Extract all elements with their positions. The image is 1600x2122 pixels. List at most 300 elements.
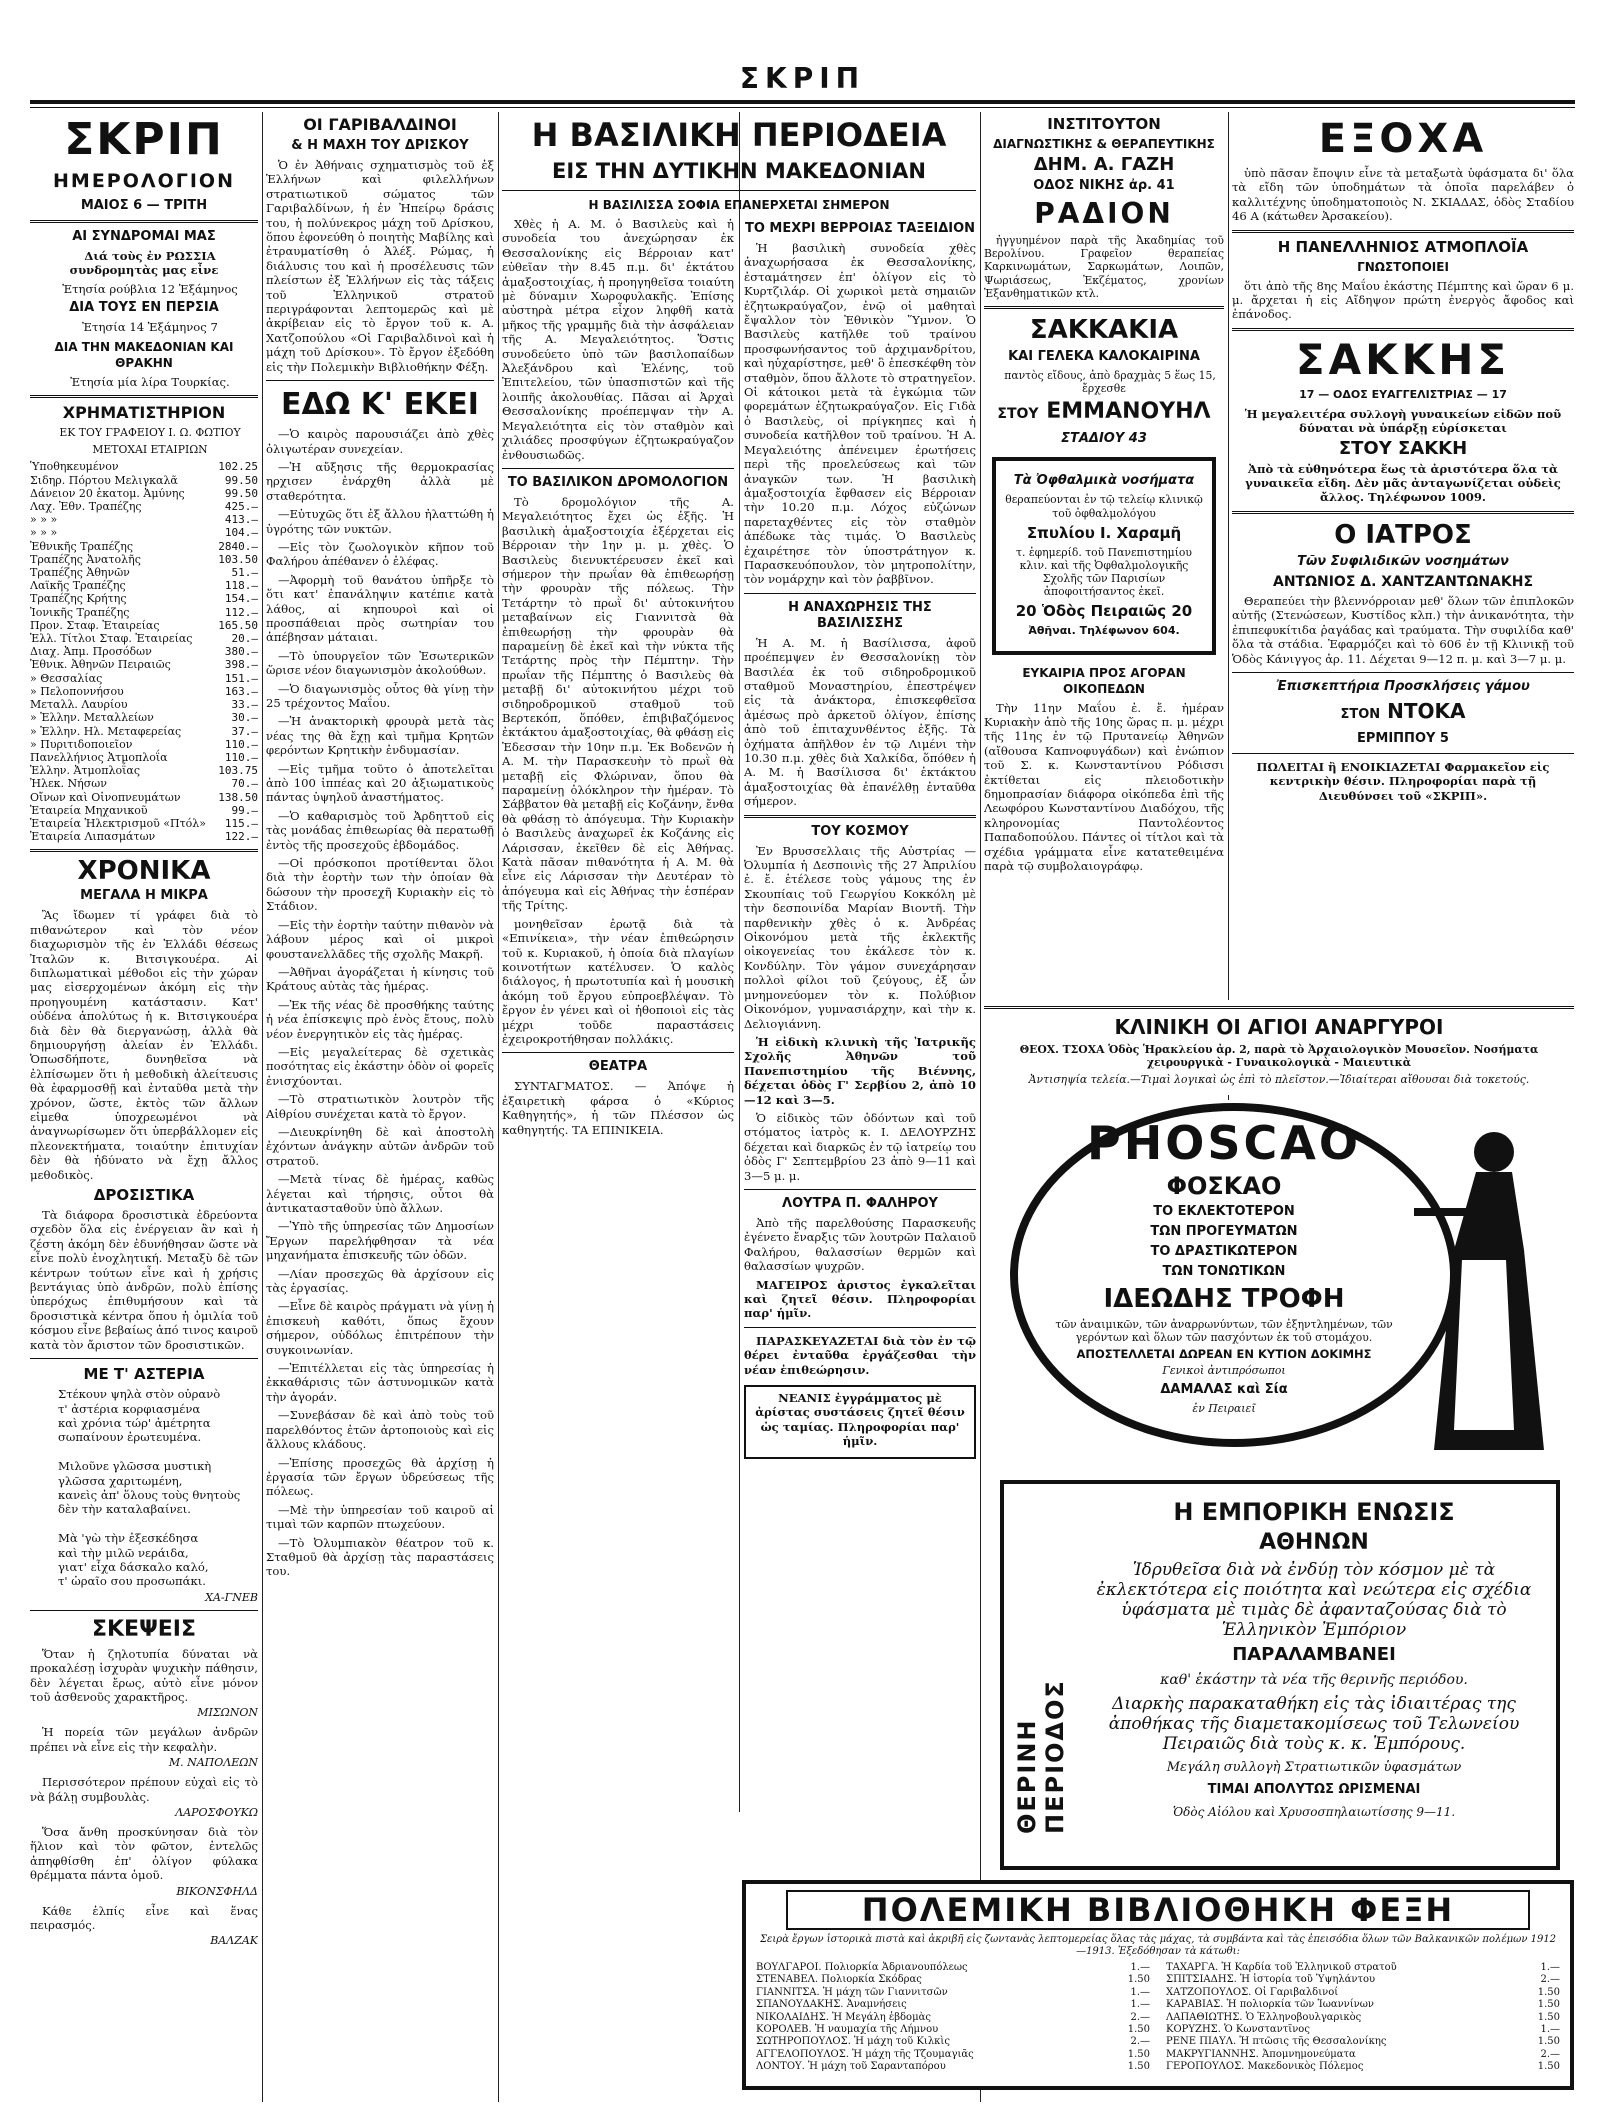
itinerary-heading: ΤΟ ΒΑΣΙΛΙΚΟΝ ΔΡΟΜΟΛΟΓΙΟΝ xyxy=(507,474,729,490)
divider xyxy=(744,1189,976,1190)
stock-value: 163.— xyxy=(224,684,258,698)
stock-name: » Θεσσαλίας xyxy=(30,671,103,685)
news-item: —Εἰς τὸν ζωολογικὸν κῆπον τοῦ Φαλήρου ἀπέθανεν ὁ ἐλέφας. xyxy=(266,539,494,569)
stock-value: 425.— xyxy=(224,500,258,514)
thought-text: Ὅσα ἄνθη προσκύνησαν διὰ τὸν ἥλιον καὶ τὸν φῶτον, ἐντελῶς ἀπηφθίσθη ἐπ' ὀλίγον φύλακα θρέμματα πάντα ὁμοῦ. xyxy=(30,1825,258,1883)
phoscao-city: ἐν Πειραιεῖ xyxy=(1192,1401,1256,1415)
garibaldi-heading: ΟΙ ΓΑΡΙΒΑΛΔΙΝΟΙ xyxy=(303,115,457,134)
book-price: 2.— xyxy=(1130,2036,1150,2048)
stock-name: Ὑποθηκευμένον xyxy=(30,460,119,474)
ntoka-line xyxy=(1232,699,1574,727)
ntoka-name: ΝΤΟΚΑ xyxy=(1387,698,1466,723)
emmanouil-prefix: ΣΤΟΥ xyxy=(997,406,1039,423)
divider xyxy=(30,220,258,223)
thoughts-list xyxy=(30,1647,258,1948)
stock-name: Σιδηρ. Πόρτου Μελιγκαλᾶ xyxy=(30,473,178,487)
ophthalmology-ad xyxy=(992,457,1216,654)
stock-value: 380.— xyxy=(224,645,258,659)
phoscao-line: ΤΟ ΕΚΛΕΚΤΟΤΕΡΟΝ xyxy=(1153,1204,1295,1219)
poem xyxy=(30,1387,258,1589)
calendar-date: ΜΑΙΟΣ 6 — ΤΡΙΤΗ xyxy=(80,198,208,213)
doctor-heading: Ο ΙΑΤΡΟΣ xyxy=(1334,519,1472,550)
thought-author: ΒΙΚΟΝΣΦΗΛΔ xyxy=(176,1884,258,1898)
cook-notice: ΜΑΓΕΙΡΟΣ ἀριστος ἐγκαλεῖται καὶ ζητεῖ θέσιν. Πληροφορίαι παρ' ἡμῖν. xyxy=(744,1277,976,1321)
theatre-intro-text: μονηθεῖσαν ἐρωτᾷ διὰ τὰ «Επινίκεια», τὴν νέαν ἐπιθεώρησιν τοῦ κ. Κυριακοῦ, ἡ ὁποία διὰ πλαγίων κοινοτήτων κατέλυσεν. Ὁ καλὸς διάλογος, ἡ πρωτοτυπία καὶ ἡ μουσικὴ ἀκόμη τοῦ ἔργου εὐπροεβλέψαν. Τὸ ἔργον ἐν γένει καὶ οἱ ἠθοποιοὶ εἰς τὰς μέχρι τοῦδε παραστάσεις ἐχειροκροτήθησαν πολλάκις. xyxy=(502,916,734,1046)
stock-name: » » » xyxy=(30,513,58,527)
stock-table xyxy=(30,460,258,843)
poem-line: Μιλοῦνε γλῶσσα μυστικὴ xyxy=(58,1459,212,1474)
book-row xyxy=(1166,1962,1560,1974)
divider xyxy=(744,815,976,818)
stock-value: 99.50 xyxy=(224,473,258,487)
book-row xyxy=(1166,2036,1560,2048)
poem-line: γιατ' εἶχα δάσκαλο καλό, xyxy=(58,1559,209,1574)
stock-row xyxy=(30,474,258,487)
poem-line: σωπαίνουν ἐρωτευμένα. xyxy=(58,1430,202,1445)
radium-text: ἠγγυημένον παρὰ τῆς Ἀκαδημίας τοῦ Βερολίνου. Γραφεῖον θεραπείας Καρκινωμάτων, Σαρκωμάτων, Λοιπῶν, Ψωριάσεως, Ἐκζέματος, χρονίων Ἐξανθηματικῶν κτλ. xyxy=(984,234,1224,300)
society-text: Ἐν Βρυσσελλαις τῆς Αὐστρίας — Ὀλυμπία ἡ Δεσποινὶς τῆς 27 Ἀπριλίου ἐ. ἔ. ἐτέλεσε τοὺς γάμους της ἐν Σκουπίαις τοῦ Γεωργίου Κοκκόλη μὲ τὴν δεσποινίδα Μαρίαν Βιοντῆ. Τὴν παρθενικὴν χθὲς ὁ κ. Ἀνδρέας Οἰκονόμου μετὰ τῆς ἐκλεκτῆς οἰκογενείας του ἐκάλεσε τὸν κ. Κονδύλην. Τὸν γάμον συνεχάρησαν πολλοὶ φίλοι τοῦ ζεύγους, ἐξ ὧν μνημονεύομεν τὸν κ. Πολύβιον Οἰκονόμον, γυμνασιάρχην, καὶ τὴν κ. Δελιογιάννη. xyxy=(744,843,976,1031)
poem-line: καὶ τὴν μιλῶ νεράιδα, xyxy=(58,1545,189,1560)
book-title: ΓΙΑΝΝΙΤΣΑ. Ἡ μάχη τῶν Γιαννιτσῶν xyxy=(756,1986,948,1998)
institute-subheading: ΔΙΑΓΝΩΣΤΙΚΗΣ & ΘΕΡΑΠΕΥΤΙΚΗΣ xyxy=(993,137,1215,151)
stock-row xyxy=(30,804,258,817)
trade-union-text: Ἱδρυθεῖσα διὰ νὰ ἐνδύῃ τὸν κόσμον μὲ τὰ ἐκλεκτότερα εἰς ποιότητα καὶ νεώτερα εἰς σχέδια ὑφάσματα μὲ τιμὰς δὲ ἀφανταζούσας διὰ τὸ Ἑλληνικὸν Ἐμπόριον xyxy=(1096,1560,1532,1640)
book-title: ΓΕΡΟΠΟΥΛΟΣ. Μακεδονικὸς Πόλεμος xyxy=(1166,2061,1364,2073)
clinic-heading: ΚΛΙΝΙΚΗ ΟΙ ΑΓΙΟΙ ΑΝΑΡΓΥΡΟΙ xyxy=(1114,1015,1444,1039)
book-row xyxy=(1166,2012,1560,2024)
subscription-line: Ἐτησία μία λίρα Τουρκίας. xyxy=(70,374,230,389)
trade-union-content xyxy=(1084,1494,1544,1822)
divider xyxy=(1232,511,1574,514)
chronicles-heading: ΧΡΟΝΙΚΑ xyxy=(77,856,211,887)
royal-tour-heading: Η ΒΑΣΙΛΙΚΗ ΠΕΡΙΟΔΕΙΑ xyxy=(531,116,947,154)
phoscao-line: ΤΟ ΔΡΑΣΤΙΚΩΤΕΡΟΝ xyxy=(1150,1244,1298,1259)
stock-row xyxy=(30,738,258,751)
stock-value: 138.50 xyxy=(218,790,258,804)
stock-value: 99.50 xyxy=(224,486,258,500)
ophthalmologist-credentials: τ. ἐφημερίδ. τοῦ Πανεπιστημίου κλιν. καὶ τῆς Ὀφθαλμολογικῆς Σχολῆς τῶν Παρισίων ἀποφοιτήσαντος ἐκεῖ. xyxy=(1015,545,1192,599)
institute-heading: ΙΝΣΤΙΤΟΥΤΟΝ xyxy=(1047,115,1161,133)
ophthalmology-heading: Τὰ Ὀφθαλμικὰ νοσήματα xyxy=(1013,473,1195,489)
stock-value: 20.— xyxy=(231,632,258,646)
stock-row xyxy=(30,579,258,592)
thought-text: Κάθε ἐλπίς εἶνε καὶ ἕνας πειρασμός. xyxy=(30,1903,258,1933)
stock-row xyxy=(30,830,258,843)
divider xyxy=(266,380,494,381)
trade-union-text-4: Μεγάλη συλλογὴ Στρατιωτικῶν ὑφασμάτων xyxy=(1166,1760,1462,1775)
queen-departure-text: Ἡ Α. Μ. ἡ Βασίλισσα, ἀφοῦ προέπεμψεν ἐν Θεσσαλονίκῃ τὸν Βασιλέα ἐκ τοῦ σιδηροδρομικοῦ σταθμοῦ Μοναστηρίου, ἐπεστρέψεν εἰς τὰ ἀνάκτορα, ἐπισκεφθεῖσα ἀμέσως πρὸ ἀρκετοῦ ὀλίγον, ἐπίσης ἀπὸ τοῦ ἐπιταχυνθέντος ἑξῆς. Τὰ ὀχήματα ἀπῆλθον ἐν τῷ Λιμένι τὴν 10.30 π.μ. χθὲς διὰ Χαλκίδα, ὅπόθεν ἡ Α. Μ. ἡ Βασίλισσα δι' ἐκτάκτου ἁμαξοστοιχίας θὰ ἐπανέλθῃ ἐνταῦθα σήμερον. xyxy=(744,635,976,809)
stock-value: 30.— xyxy=(231,711,258,725)
stock-value: 37.— xyxy=(231,724,258,738)
stock-name: Προν. Σταφ. Ἑταιρείας xyxy=(30,618,160,632)
phoscao-agent-name: ΔΑΜΑΛΑΣ καὶ Σία xyxy=(1160,1381,1288,1397)
stock-value: 2840.— xyxy=(218,539,258,553)
news-item: —Εὐτυχῶς ὅτι ἐξ ἄλλου ἠλαττώθη ἡ ὑγρότης τῶν νυκτῶν. xyxy=(266,507,494,536)
book-row xyxy=(756,1962,1150,1974)
book-title: ΛΟΝΤΟΥ. Ἡ μάχη τοῦ Σαρανταπόρου xyxy=(756,2061,946,2073)
divider xyxy=(1232,328,1574,331)
news-item: —Εἶνε δὲ καιρὸς πράγματι νὰ γίνῃ ἡ ἐπισκευὴ καθότι, ὅπως ἔχουν σήμερον, οὐδόλως ἐπιτρέπουν τὴν συγκοινωνίαν. xyxy=(266,1299,494,1357)
calendar-title: ΣΚΡΙΠ xyxy=(64,114,224,165)
doctor-text: Θεραπεύει τὴν βλεννόρροιαν μεθ' ὅλων τῶν ἐπιπλοκῶν αὐτῆς (Στενώσεων, Κυστίδος κλπ.) τὴν ἀνικανότητα, τὴν ἐπιπεφυκίτιδα ῥαγάδας καὶ τραύματα. Τὴν συφιλίδα καθ' ὅλα τὰ στάδια. Ἐφαρμόζει καὶ τὸ 606 ἐν τῇ Κλινικῇ τοῦ Ὁδὸς Κάνιγγος ἀρ. 11. Δέχεται 9—12 π. μ. καὶ 3—7 μ. μ. xyxy=(1232,593,1574,666)
thought-author: Μ. ΝΑΠΟΛΕΩΝ xyxy=(168,1756,258,1770)
subscription-line: Ἐτησία 14 Ἑξάμηνος 7 xyxy=(82,320,218,335)
sakkis-text-2: Ἀπὸ τὰ εὐθηνότερα ἕως τὰ ἀριστότερα ὅλα τὰ γυναικεῖα εἴδη. Δὲν μᾶς ἀνταγωνίζεται οὐδεὶς ἄλλος. Τηλέφωνον 1009. xyxy=(1245,461,1561,505)
stock-row xyxy=(30,658,258,671)
stock-name: Ἰονικῆς Τραπέζης xyxy=(30,605,130,619)
news-item: —Εἰς τὴν ἑορτὴν ταύτην πιθανὸν νὰ λάβουν μέρος καὶ οἱ μικροὶ φουστανελλᾶδες τῆς σχολῆς Μακρῆ. xyxy=(266,917,494,961)
divider xyxy=(30,1610,258,1611)
phoscao-text xyxy=(1014,1114,1434,1415)
book-price: 1.50 xyxy=(1537,2061,1560,2073)
divider xyxy=(984,306,1224,309)
book-price: 1.50 xyxy=(1537,1999,1560,2011)
poem-line: καὶ χρόνια τώρ' ἀμέτρητα xyxy=(58,1415,211,1430)
book-price: 1.— xyxy=(1540,1962,1560,1973)
plots-text: Τὴν 11ην Μαΐου ἐ. ἔ. ἡμέραν Κυριακὴν ἀπὸ τῆς 10ης ὥρας π. μ. μέχρι τῆς 11ης ἐν τῷ Πρυτανείῳ Ἀθηνῶν (αἴθουσα Καπνοφυγάδων) καὶ ἐνώπιον τοῦ Σ. κ. Κωνσταντίνου Ρόδισσι ἐκτίθεται εἰς πλειοδοτικὴν δημοπρασίαν διάφορα οἰκόπεδα ἐπὶ τῆς Λεωφόρου Κωνσταντίνου Διαδόχου, τῆς κληρονομίας Παντολέοντος Παπαδοπούλου. Πάντες οἱ τίτλοι καὶ τὰ σχέδια γράμματα εἶνε κατατεθειμένα παρὰ τῷ συμβολαιογράφῳ. xyxy=(984,700,1224,874)
stock-row xyxy=(30,764,258,777)
baths-text: Ἀπὸ τῆς παρελθούσης Παρασκευῆς ἐγένετο ἔναρξις τῶν λουτρῶν Παλαιοῦ Φαλήρου, θαλασσίων θερμῶν καὶ θαλασσίων ψυχρῶν. xyxy=(744,1215,976,1274)
divider xyxy=(30,395,258,398)
phoscao-agents: Γενικοὶ ἀντιπρόσωποι xyxy=(1162,1364,1286,1378)
royal-tour-col-a xyxy=(502,217,734,1467)
book-price: 2.— xyxy=(1130,2011,1150,2023)
institute-address: ΟΔΟΣ ΝΙΚΗΣ ἀρ. 41 xyxy=(1033,178,1175,193)
poem-line: γλῶσσα χαριτωμένη, xyxy=(58,1473,183,1488)
stock-value: 103.75 xyxy=(218,764,258,778)
column-3 xyxy=(502,112,976,2102)
stock-value: 104.— xyxy=(224,526,258,540)
book-price: 1.50 xyxy=(1537,2036,1560,2048)
book-title: ΚΟΡΥΖΗΣ. Ὁ Κωνσταντῖνος xyxy=(1166,2024,1310,2036)
book-title: ΒΟΥΛΓΑΡΟΙ. Πολιορκία Ἀδριανουπόλεως xyxy=(756,1962,968,1973)
news-item: —Συνεβάσαν δὲ καὶ ἀπὸ τοὺς τοῦ παρελθόντος ἐτῶν ἀρτοποιοὺς καὶ εἰς ἄλλους κλάδους. xyxy=(266,1408,494,1452)
stock-row xyxy=(30,526,258,539)
jackets-text: παντὸς εἴδους, ἀπὸ δραχμὰς 5 ἕως 15, ἔρχεσθε xyxy=(1004,369,1216,396)
stock-name: Διαχ. Ἀπμ. Προσόδων xyxy=(30,645,152,659)
stock-row xyxy=(30,606,258,619)
royal-tour-col-b xyxy=(744,217,976,1467)
book-row xyxy=(756,2012,1150,2024)
news-item: —Τὸ στρατιωτικὸν λουτρὸν τῆς Αἰθρίου συνέχεται κατὰ τὸ ἔργον. xyxy=(266,1092,494,1121)
book-price: 1.— xyxy=(1130,1999,1150,2011)
trade-union-prices: ΤΙΜΑΙ ΑΠΟΛΥΤΩΣ ΩΡΙΣΜΕΝΑΙ xyxy=(1207,1782,1421,1797)
divider xyxy=(744,593,976,594)
book-title: ΡΕΝΕ ΠΙΑΥΛ. Ἡ πτῶσις τῆς Θεσσαλονίκης xyxy=(1166,2036,1387,2048)
stock-name: Τραπέζης Ἀνατολῆς xyxy=(30,552,141,566)
poem-line: δὲν τὴν καταλαβαίνει. xyxy=(58,1502,191,1517)
stock-value: 165.50 xyxy=(218,618,258,632)
book-price: 1.— xyxy=(1130,1962,1150,1973)
book-price: 1.50 xyxy=(1127,2061,1150,2073)
masthead-name: ΣΚΡΙΠ xyxy=(739,62,866,95)
news-item: —Οἱ πρόσκοποι προτίθενται ὅλοι διὰ τὴν ἑορτὴν των τὴν ὁποίαν θὰ δώσουν τὴν προσεχῆ Κυριακὴν εἰς τὸ Στάδιον. xyxy=(266,856,494,914)
shipping-subheading: ΓΝΩΣΤΟΠΟΙΕΙ xyxy=(1357,259,1449,274)
garibaldi-subheading: & Η ΜΑΧΗ ΤΟΥ ΔΡΙΣΚΟΥ xyxy=(291,138,469,153)
news-item: —Ὁ καθαρισμὸς τοῦ Ἀρδηττοῦ εἰς τὰς μονάδας ἐπιθεωρίας θὰ περατωθῇ ἐντὸς τῆς προσεχοῦς ἑβδομάδος. xyxy=(266,808,494,852)
book-title: ΣΠΙΤΣΙΑΔΗΣ. Ἡ ἱστορία τοῦ Ὑψηλάντου xyxy=(1166,1974,1376,1986)
thought-text: Ὅταν ἡ ζηλοτυπία δύναται νὰ προκαλέσῃ ἰσχυρὰν ψυχικὴν πάθησιν, δὲν λέγεται ἔρως, αὐτὸ εἶνε μόνον τοῦ ἀσθενοῦς χαρακτῆρος. xyxy=(30,1646,258,1705)
news-item: —Ἐκ τῆς νέας δὲ προσθήκης ταύτης ἡ νέα ἐπίσκεψις πρὸ ἑνὸς ἔτους, πολὺ νέον ἐνεργητικὸν εἰς τὰς ἡμέρας. xyxy=(266,997,494,1041)
news-item: —Τὸ Ὀλυμπιακὸν θέατρον τοῦ κ. Σταθμοῦ θὰ ἀρχίσῃ τὰς παραστάσεις του. xyxy=(266,1535,494,1579)
jackets-subheading: ΚΑΙ ΓΕΛΕΚΑ ΚΑΛΟΚΑΙΡΙΝΑ xyxy=(1008,349,1200,365)
book-row xyxy=(1166,1987,1560,1999)
stock-value: 112.— xyxy=(224,605,258,619)
stadiou-address: ΣΤΑΔΙΟΥ 43 xyxy=(1061,431,1147,447)
news-item: —Λίαν προσεχῶς θὰ ἀρχίσουν εἰς τὰς ἐργασίας. xyxy=(266,1266,494,1296)
subscription-heading: ΔΙΑ ΤΗΝ ΜΑΚΕΔΟΝΙΑΝ ΚΑΙ ΘΡΑΚΗΝ xyxy=(54,339,234,370)
summer-season-label: ΘΕΡΙΝΗ ΠΕΡΙΟΔΟΣ xyxy=(1013,1679,1069,1834)
stock-name: Πανελλήνιος Ἀτμοπλοΐα xyxy=(30,750,168,764)
thought-author: ΛΑΡΟΣΦΟΥΚΩ xyxy=(175,1806,258,1820)
thought-text: Περισσότερον πρέπουν εὐχαὶ εἰς τὸ νὰ βάλῃ συμβουλὰς. xyxy=(30,1775,258,1804)
book-row xyxy=(1166,1999,1560,2011)
trade-union-city: ΑΘΗΝΩΝ xyxy=(1259,1530,1369,1555)
stock-name: Μεταλλ. Λαυρίου xyxy=(30,698,128,712)
refreshments-text: Τὰ διάφορα δροσιστικὰ ἐδρεύοντα σχεδὸν ὅλα εἰς ἐνέργειαν ἂν καὶ ἡ ζέστη ἀκόμη δὲν ἐδυνήθησαν ὥστε νὰ εἶνε πολὺ ἐνοχλητική. Μεταξὺ δὲ τῶν κέντρων τούτων εἶνε καὶ ἡ χρήσις βεντάγιας ὑπὸ ἀνδρῶν, πολὺ ἐπίσης ὑπερόχως ἐπιθυμήσουν καὶ τὰ δροσιστικὰ κέντρα ὅπου ἡ ὁμιλία τοῦ κόσμου εἶνε βεβαίως ἀπό τινος καιροῦ κατὰ τὸν ἄριστον τῶν δροσιστικῶν. xyxy=(30,1208,258,1352)
thought-text: Ἡ πορεία τῶν μεγάλων ἀνδρῶν πρέπει νὰ εἶνε εἰς τὴν κεφαλὴν. xyxy=(30,1725,258,1754)
news-item: —Ἐπιτέλλεται εἰς τὰς ὑπηρεσίας ἡ ἐκκαθάρισις τῶν ἀστυνομικῶν κατὰ τὴν ἀγοράν. xyxy=(266,1361,494,1404)
books-right xyxy=(1166,1962,1560,2074)
news-item: —Τὸ ὑπουργεῖον τῶν Ἐσωτερικῶν ὥρισε νέον διαγωνισμὸν ἀκολούθων. xyxy=(266,648,494,678)
clinic-notice: Ἡ εἰδικὴ κλινικὴ τῆς Ἰατρικῆς Σχολῆς Ἀθηνῶν τοῦ Πανεπιστημίου τῆς Βιέννης, δέχεται ὁδὸς Γ' Σερβίου 2, ἀπὸ 10—12 καὶ 3—5. xyxy=(744,1034,976,1107)
subscription-line: Ἐτησία ρούβλια 12 Ἑξάμηνος xyxy=(62,281,238,296)
news-item: —Ὁ διαγωνισμὸς οὗτος θὰ γίνῃ τὴν 25 τρέχοντος Μαΐου. xyxy=(266,681,494,710)
news-item: —Μὲ τὴν ὑπηρεσίαν τοῦ καιροῦ αἱ τιμαὶ τῶν καρπῶν πτωχεύουν. xyxy=(266,1502,494,1532)
stock-name: Ἐθνικ. Ἀθηνῶν Πειραιῶς xyxy=(30,658,171,672)
stock-row xyxy=(30,711,258,724)
news-item: —Διευκρίνηθη δὲ καὶ ἀποστολὴ ἐχόντων ἀνάγκην αὐτῶν ἀνδρῶν τοῦ στρατοῦ. xyxy=(266,1124,494,1168)
book-row xyxy=(756,2061,1150,2073)
emmanouil-line xyxy=(984,399,1224,427)
stock-name: Οἴνων καὶ Οἰνοπνευμάτων xyxy=(30,790,181,804)
books-left xyxy=(756,1962,1150,2074)
stock-row xyxy=(30,632,258,645)
prepared-notice: ΠΑΡΑΣΚΕΥΑΖΕΤΑΙ διὰ τὸν ἐν τῷ θέρει ἐνταῦθα ἐργάζεσθαι τὴν νέαν ἐπιθεώρησιν. xyxy=(744,1333,976,1377)
ophthalmologist-name: Σπυλίου Ι. Χαραμῆ xyxy=(1026,523,1182,542)
stock-value: 99.— xyxy=(231,803,258,817)
poem-line: Στέκουν ψηλὰ στὸν οὐρανὸ xyxy=(58,1387,221,1402)
stock-row xyxy=(30,540,258,553)
book-price: 1.50 xyxy=(1127,2048,1150,2060)
stock-value: 115.— xyxy=(224,816,258,830)
exoxa-text: ὑπὸ πᾶσαν ἔποψιν εἶνε τὰ μεταξωτὰ ὑφάσματα δι' ὅλα τὰ εἴδη τῶν ὑποδημάτων τὰ ὁποῖα παρελάβεν ὁ καλλιτέχνης ὑποδηματοποιὸς Ν. ΣΚΙΑΔΑΣ, ὁδὸς Σταδίου 46 Α (κάτωθεν Ἀρσακείου). xyxy=(1232,166,1574,224)
ophthalmology-address: 20 Ὁδὸς Πειραιῶς 20 xyxy=(1015,601,1193,620)
stock-name: » » » xyxy=(30,526,58,540)
news-item: —Εἰς μεγαλείτερας δὲ σχετικὰς ποσότητας εἰς ἑκάστην ὁδὸν οἱ φορεῖς ἐνισχύονται. xyxy=(266,1044,494,1088)
book-price: 1.50 xyxy=(1127,2024,1150,2036)
baths-heading: ΛΟΥΤΡΑ Π. ΦΑΛΗΡΟΥ xyxy=(782,1195,938,1211)
column-rule xyxy=(262,112,263,2102)
shipping-heading: Η ΠΑΝΕΛΛΗΝΙΟΣ ΑΤΜΟΠΛΟΪΑ xyxy=(1277,237,1529,256)
institute-name: ΔΗΜ. Α. ΓΑΖΗ xyxy=(1033,154,1175,175)
book-price: 2.— xyxy=(1540,1974,1560,1986)
shipping-text: ὅτι ἀπὸ τῆς 8ης Μαΐου ἐκάστης Πέμπτης καὶ ὥραν 6 μ. μ. ἄρχεται ἡ εἰς Αἴδηψον πρώτη ἐνεργὸς ἄφοδος καὶ ἐπάνοδος. xyxy=(1232,278,1574,322)
royal-tour-subheading: ΕΙΣ ΤΗΝ ΔΥΤΙΚΗΝ ΜΑΚΕΔΟΝΙΑΝ xyxy=(551,159,927,183)
royal-tour-text: Χθὲς ἡ Α. Μ. ὁ Βασιλεὺς καὶ ἡ συνοδεία του ἀνεχώρησαν ἐκ Θεσσαλονίκης εἰς Βέρροιαν κατ' εὐθεῖαν τὴν 8.45 π.μ. δι' ἐκτάτου ἀμαξοστοιχίας, ἡ προηγηθεῖσα τοιαύτη μὲ δύναμιν Χωροφυλακῆς. Ἐπίσης αὐστηρὰ μέτρα εἶχον ληφθῆ κατὰ μῆκος τῆς γραμμῆς διὰ τὴν ἀσφάλειαν τῆς Α. Μεγαλειότητος. Ὅστις συνοδεύετο ὑπὸ τῶν βασιλοπαίδων Ἀλεξάνδρου καὶ Ἑλένης, τοῦ Ἐπιτελείου, τῶν ὑπασπιστῶν καὶ τῆς λοιπῆς ἀκολουθίας. Πᾶσαι αἱ Ἀρχαὶ Θεσσαλονίκης προέπεμψαν τὴν Α. Μεγαλειότητα εἰς τὸν σταθμὸν καὶ χιλιάδες προσφύγων ἐζητωκραύγαζον ἐνθουσιωδῶς. xyxy=(502,217,734,462)
divider xyxy=(1232,230,1574,233)
news-item: —Ὑπὸ τῆς ὑπηρεσίας τῶν Δημοσίων Ἔργων παρελήφθησαν τὰ νέα μηχανήματα ἐπισκευῆς τῶν ὁδῶν. xyxy=(266,1219,494,1263)
book-row xyxy=(756,1987,1150,1999)
stock-row xyxy=(30,791,258,804)
news-item: —Ἡ αὔξησις τῆς θερμοκρασίας ηρχισεν ἐνάρχθη ἀλλὰ μὲ σταθερότητα. xyxy=(266,459,494,503)
book-price: 1.— xyxy=(1130,1986,1150,1998)
stock-value: 118.— xyxy=(224,579,258,593)
phoscao-artist: M.DEL. xyxy=(1454,1438,1497,1451)
stock-name: Δάνειον 20 ἑκατομ. Ἀμύνης xyxy=(30,486,185,500)
subscription-line: Διά τοὺς ἐν ΡΩΣΣΙΑ συνδρομητὰς μας εἶνε xyxy=(69,249,219,278)
doctor-subheading: Τῶν Συφιλιδικῶν νοσημάτων xyxy=(1297,553,1509,569)
book-title: ΚΟΡΟΛΕΒ. Ἡ ναυμαχία τῆς Λήμνου xyxy=(756,2024,939,2036)
stock-name: Ἑλλην. Ἀτμοπλοΐας xyxy=(30,764,140,778)
book-row xyxy=(756,2036,1150,2048)
stock-row xyxy=(30,725,258,738)
stock-value: 103.50 xyxy=(218,552,258,566)
ophthalmology-text: θεραπεύονται ἐν τῷ τελείῳ κλινικῷ τοῦ ὀφθαλμολόγου xyxy=(1005,493,1203,520)
news-item: —Ἀφορμὴ τοῦ θανάτου ὑπῆρξε τὸ ὅτι κατ' ἐπανάληψιν κατέπιε κατὰ λάθος, αἱ κηπουροὶ καὶ οἱ προσπάθειαι πρὸς σωτηρίαν του ἀπέβησαν μάταιαι. xyxy=(266,572,494,645)
phoscao-brand-greek: ΦΟΣΚΑΟ xyxy=(1166,1172,1282,1200)
society-heading: ΤΟΥ ΚΟΣΜΟΥ xyxy=(811,823,909,839)
phoscao-line: ΤΩΝ ΠΡΟΓΕΥΜΑΤΩΝ xyxy=(1150,1224,1298,1239)
stock-name: » Πελοποννήσου xyxy=(30,684,124,698)
stock-row xyxy=(30,645,258,658)
stock-name: Λαϊκῆς Τραπέζης xyxy=(30,579,126,593)
stock-name: Ἐθνικῆς Τραπέζης xyxy=(30,539,134,553)
stock-value: 110.— xyxy=(224,750,258,764)
divider xyxy=(30,849,258,852)
stock-row xyxy=(30,777,258,790)
book-price: 1.50 xyxy=(1537,1986,1560,1998)
book-row xyxy=(756,1999,1150,2011)
stock-row xyxy=(30,553,258,566)
sakkis-address: 17 — ΟΔΟΣ ΕΥΑΓΓΕΛΙΣΤΡΙΑΣ — 17 xyxy=(1299,387,1507,401)
column-rule xyxy=(980,112,981,2102)
stock-row xyxy=(30,566,258,579)
jackets-heading: ΣΑΚΚΑΚΙΑ xyxy=(1029,315,1179,346)
book-title: ΜΑΚΡΥΓΙΑΝΝΗΣ. Ἀπομνημονεύματα xyxy=(1166,2048,1356,2060)
sakkis-text: Ἡ μεγαλειτέρα συλλογὴ γυναικείων εἰδῶν ποῦ δύναται νὰ ὑπάρξῃ εὑρίσκεται xyxy=(1244,406,1562,436)
clinic-subheading: ΘΕΟΧ. ΤΣΟΧΑ Ὁδὸς Ἡρακλείου ἀρ. 2, παρὰ τὸ Ἀρχαιολογικὸν Μουσεῖον. Νοσήματα χειρουργικὰ - Γυναικολογικὰ - Μαιευτικὰ xyxy=(1019,1043,1539,1070)
book-title: ΑΓΓΕΛΟΠΟΥΛΟΣ. Ἡ μάχη τῆς Τζουμαγιᾶς xyxy=(756,2048,974,2060)
calendar-subtitle: ΗΜΕΡΟΛΟΓΙΟΝ xyxy=(53,170,235,192)
stock-value: 398.— xyxy=(224,658,258,672)
column-1 xyxy=(30,112,258,2102)
stock-row xyxy=(30,751,258,764)
war-library-subheading: Σειρὰ ἔργων ἱστορικὰ πιστὰ καὶ ἀκριβῆ εἰς ζωντανὰς λεπτομερείας ὅλας τὰς μάχας, τὰ συμβάντα καὶ τὰς ἐπεισόδια ὅλων τῶν Βαλκανικῶν πολέμων 1912—1913. Ἐξεδόθησαν τὰ κάτωθι: xyxy=(759,1934,1557,1957)
stock-name: Ἠλεκ. Νήσων xyxy=(30,777,107,791)
plots-heading: ΕΥΚΑΙΡΙΑ ΠΡΟΣ ΑΓΟΡΑΝ ΟΙΚΟΠΕΔΩΝ xyxy=(1022,665,1186,696)
divider xyxy=(502,468,734,469)
theatres-heading: ΘΕΑΤΡΑ xyxy=(588,1059,648,1075)
thought-author: ΜΙΣΩΝΟΝ xyxy=(197,1706,258,1720)
clinic-banner xyxy=(984,1000,1574,1095)
stock-value: 122.— xyxy=(224,830,258,844)
stock-value: 70.— xyxy=(231,777,258,791)
divider xyxy=(30,1358,258,1359)
book-row xyxy=(756,2049,1150,2061)
news-item: —Ἀθῆναι ἀγοράζεται ἡ κίνησις τοῦ Κράτους αὐτὰς τὰς ἡμέρας. xyxy=(266,964,494,994)
column-2 xyxy=(266,112,494,2102)
ntoka-address: ΕΡΜΙΠΠΟΥ 5 xyxy=(1357,730,1449,746)
garibaldi-text: Ὁ ἐν Ἀθήναις σχηματισμὸς τοῦ ἐξ Ἑλλήνων καὶ φιλελλήνων στρατιωτικοῦ σώματος τῶν Γαριβαλδίνων, ἡ ἐν Ἠπείρῳ δράσις του, ἡ πολύνεκρος μάχη τοῦ Δρίσκου, ὅπου ἐφονεύθη ὁ ποιητὴς Μαβίλης καὶ ἐτραυματίσθη ὁ Ἀλέξ. Ρώμας, ἡ διάλυσις του καὶ ἡ προσέλευσις τῶν πλείστων ἐξ Ἑλλήνων εἰς τὰς τάξεις τοῦ Ἑλληνικοῦ στρατοῦ περιγράφονται λεπτομερῶς καὶ μὲ ἀκρίβειαν εἰς τὸ ἔργον τοῦ κ. Α. Χατζοπούλου «Οἱ Γαριβαλδινοὶ καὶ ἡ μάχη τοῦ Δρίσκου». Τὸ ἔργον ἐξεδόθη εἰς τὴν Πολεμικὴν Βιβλιοθήκην Φέξη. xyxy=(266,158,494,374)
stock-value: 33.— xyxy=(231,698,258,712)
book-title: ΣΠΑΝΟΥΔΑΚΗΣ. Ἀναμνήσεις xyxy=(756,1999,907,2011)
trade-union-address: Ὁδὸς Αἰόλου καὶ Χρυσοσπηλαιωτίσσης 9—11. xyxy=(1172,1805,1456,1819)
book-row xyxy=(756,2024,1150,2036)
stock-row xyxy=(30,592,258,605)
divider xyxy=(984,1006,1574,1009)
stock-name: Ἑταιρεία Ἡλεκτρισμοῦ «Πτόλ» xyxy=(30,816,207,830)
dentist-notice: Ὁ εἰδικὸς τῶν ὀδόντων καὶ τοῦ στόματος ἰατρὸς κ. Ι. ΔΕΛΟΥΡΖΗΣ δέχεται καὶ διαρκῶς ἐν τῷ ἰατρείῳ του ὁδὸς Γ' Σεπτεμβρίου 23 ἀπὸ 9—11 καὶ 3—5 μ. μ. xyxy=(744,1110,976,1183)
book-title: ΚΑΡΑΒΙΑΣ. Ἡ πολιορκία τῶν Ἰωαννίνων xyxy=(1166,1999,1374,2011)
emmanouil-name: ΕΜΜΑΝΟΥΗΛ xyxy=(1046,399,1211,425)
poem-line: τ' ὡραῖο σου προσωπάκι. xyxy=(58,1574,206,1589)
stock-row xyxy=(30,487,258,500)
stock-name: Τραπέζης Ἀθηνῶν xyxy=(30,566,130,580)
war-library-heading: ΠΟΛΕΜΙΚΗ ΒΙΒΛΙΟΘΗΚΗ ΦΕΞΗ xyxy=(786,1890,1530,1930)
news-item: —Μετὰ τίνας δὲ ἡμέρας, καθὼς λέγεται καὶ τήρησις, οὗτοι θὰ ἀντικατασταθοῦν ὑπὸ ἄλλων. xyxy=(266,1172,494,1215)
book-price: 1.50 xyxy=(1127,1974,1150,1986)
here-there-items xyxy=(266,427,494,1579)
young-woman-ad xyxy=(744,1385,976,1459)
veria-text: Ἡ βασιλικὴ συνοδεία χθὲς ἀναχωρήσασα ἐκ Θεσσαλονίκης, ἐσταμάτησεν ἐπ' ὀλίγον εἰς τὸ Κυρτζιλάρ. Οἱ χωρικοὶ μετὰ σημαιῶν ἐζητωκραύγαζον, ἐνῷ οἱ μαθηταὶ ἔψαλλον τὸν Ἐθνικὸν Ὕμνον. Ὁ Βασιλεὺς κατῆλθε τοῦ τραίνου προσφωνήσαντος τοῦ ἀρχιμανδρίτου, καὶ ηὐχαρίστησε, μεθ' ὃ ἐπεσκέφθη τὸν σταθμὸν, ὅπου ἄλλοτε τὸ στρατηγεῖον. Οἱ κάτοικοι μετὰ τὰ ἐγκώμια τῶν φορεμάτων ἐζητωκραύγαζον. Εἰς Γιδὰ ὁ Βασιλεὺς, οἱ πρίγκηπες καὶ ἡ συνοδεία κατῆλθον τοῦ τραίνου. Ἡ Α. Μεγαλειότης ἀπένειμεν ἐρωτήσεις περὶ τῆς προελεύσεως καὶ τῶν ἀναγκῶν των. Ἡ βασιλικὴ ἁμαξοστοιχία ἔφθασεν εἰς Βέρροιαν τὴν 10.20 π.μ. Λόχος εὐζώνων παρεταχθέντες εἰς τὸν σταθμὸν ἀπέδωκε τὰς τιμάς. Ὁ Βασιλεὺς ἐχαιρέτησε τὸν ὑποστράτηγον κ. Παρασκευόπουλον, τὸν μητροπολίτην, τὸν νομάρχην καὶ τὸν ῥαββῖνον. xyxy=(744,241,976,587)
book-price: 2.— xyxy=(1540,2048,1560,2060)
phoscao-description: τῶν ἀναιμικῶν, τῶν ἀναρρωνύντων, τῶν ἐξηντλημένων, τῶν γερόντων καὶ ὅλων τῶν πασχόντων ἐκ τοῦ στομάχου. xyxy=(1055,1318,1393,1345)
book-title: ΤΑΧΑΡΓΑ. Ἡ Καρδία τοῦ Ἐλληνικοῦ στρατοῦ xyxy=(1166,1962,1397,1973)
stock-name: Τραπέζης Κρήτης xyxy=(30,592,127,606)
book-row xyxy=(1166,2024,1560,2036)
doctor-name: ΑΝΤΩΝΙΟΣ Δ. ΧΑΝΤΖΑΝΤΩΝΑΚΗΣ xyxy=(1272,573,1534,590)
trade-union-heading: Η ΕΜΠΟΡΙΚΗ ΕΝΩΣΙΣ xyxy=(1173,1498,1455,1526)
exchange-heading: ΧΡΗΜΑΤΙΣΤΗΡΙΟΝ xyxy=(62,403,226,423)
poem-signature: ΧΑ-ΓΝΕΒ xyxy=(205,1590,258,1604)
book-row xyxy=(1166,1974,1560,1986)
book-title: ΛΑΠΑΘΙΩΤΗΣ. Ὁ Ἑλληνοβουλγαρικὸς xyxy=(1166,2011,1362,2023)
trade-union-text-3: Διαρκὴς παρακαταθήκη εἰς τὰς ἰδιαιτέρας της ἀποθήκας τῆς διαμετακομίσεως τοῦ Τελωνείου Πειραιῶς διὰ τοὺς κ. κ. Ἐμπόρους. xyxy=(1108,1694,1520,1754)
subscription-heading: ΔΙΑ ΤΟΥΣ ΕΝ ΠΕΡΣΙΑ xyxy=(69,300,219,316)
poem-line: τ' ἀστέρια κορφιασμένα xyxy=(58,1401,201,1416)
stock-row xyxy=(30,698,258,711)
cards-text: Ἐπισκεπτήρια Προσκλήσεις γάμου xyxy=(1276,678,1530,694)
stock-row xyxy=(30,513,258,526)
sakkis-heading: ΣΑΚΚΗΣ xyxy=(1295,334,1511,384)
phoscao-brand: PHOSCAO xyxy=(1087,1116,1361,1170)
chronicles-subheading: ΜΕΓΑΛΑ Η ΜΙΚΡΑ xyxy=(80,888,208,904)
trade-union-ad xyxy=(1000,1480,1560,1870)
stock-name: Ἑλλ. Τίτλοι Σταφ. Ἑταιρείας xyxy=(30,632,193,646)
stock-value: 151.— xyxy=(224,671,258,685)
sakkis-at: ΣΤΟΥ ΣΑΚΚΗ xyxy=(1338,437,1468,459)
stock-name: Ἑταιρεία Λιπασμάτων xyxy=(30,830,156,844)
divider xyxy=(1232,753,1574,754)
chronicles-text: Ἂς ἴδωμεν τί γράφει διὰ τὸ πιθανώτερον καὶ τὸν νέον διαχωρισμὸν τῆς ἐν Ἑλλάδι θέσεως Ἰταλῶν κ. Βιτσιγκουέρα. Αἱ διπλωματικαὶ μέθοδοι εἰς τὴν χώραν μας εἰσερχομένων ἀκόμη εἰς τὴν προηγουμένη κατάστασιν. Κατ' οὐδένα ἀπολύτως ἡ κ. Βιτσιγκουέρα διὰ δὲν θὰ διεργανώσῃ, ἀλλὰ θὰ δημιουργήσῃ ἀλείαν ἐν Ἑλλάδι. Ὁπωσδήποτε, δυνηθεῖσα νὰ ἐλπίσωμεν ὅτι ἡ μεθοδικὴ ἀλείτευσις θὰ ἐφαρμοσθῇ καὶ ἐνταῦθα μετὰ τὴν χρόνον, ὥστε, ἐκτὸς τῶν ἄλλων εἰμεθα ὑποχρεωμένοι νὰ ἀναγνωρίσωμεν ὅτι ὑπερβάλλομεν εἰς πλεονεκτήματα, τοιαύτην ἐπιτυχίαν δὲν θὰ ἠδύνατο νὰ ἔχῃ ἄλλος μεθοδικὸς. xyxy=(30,908,258,1182)
trade-union-receives: ΠΑΡΑΛΑΜΒΑΝΕΙ xyxy=(1232,1644,1396,1665)
exoxa-heading: ΕΞΟΧΑ xyxy=(1318,116,1488,162)
poem-line: Μὰ 'γὼ τὴν ἐξεσκέδησα xyxy=(58,1531,199,1546)
veria-heading: ΤΟ ΜΕΧΡΙ ΒΕΡΡΟΙΑΣ ΤΑΞΕΙΔΙΟΝ xyxy=(744,221,976,236)
phoscao-sample: ΑΠΟΣΤΕΛΛΕΤΑΙ ΔΩΡΕΑΝ ΕΝ ΚΥΤΙΟΝ ΔΟΚΙΜΗΣ xyxy=(1076,1347,1372,1362)
book-title: ΣΩΤΗΡΟΠΟΥΛΟΣ. Ἡ μάχη τοῦ Κιλκὶς xyxy=(756,2036,950,2048)
divider xyxy=(502,190,976,191)
divider xyxy=(744,1327,976,1328)
ophthalmology-phone: Ἀθῆναι. Τηλέφωνον 604. xyxy=(1028,623,1180,637)
poem-line xyxy=(58,1445,258,1459)
book-row xyxy=(756,1974,1150,1986)
stock-row xyxy=(30,685,258,698)
poem-line xyxy=(58,1517,258,1531)
clinic-note: Ἀντισηψία τελεία.—Τιμαὶ λογικαὶ ὡς ἐπὶ τὸ πλεῖστον.—Ἰδιαίτεραι αἴθουσαι διὰ τοκετούς. xyxy=(1028,1073,1530,1087)
news-item: —Ἐπίσης προσεχῶς θὰ ἀρχίσῃ ἡ ἐργασία τῶν ἔργων ὑδρεύσεως τῆς πόλεως. xyxy=(266,1455,494,1499)
